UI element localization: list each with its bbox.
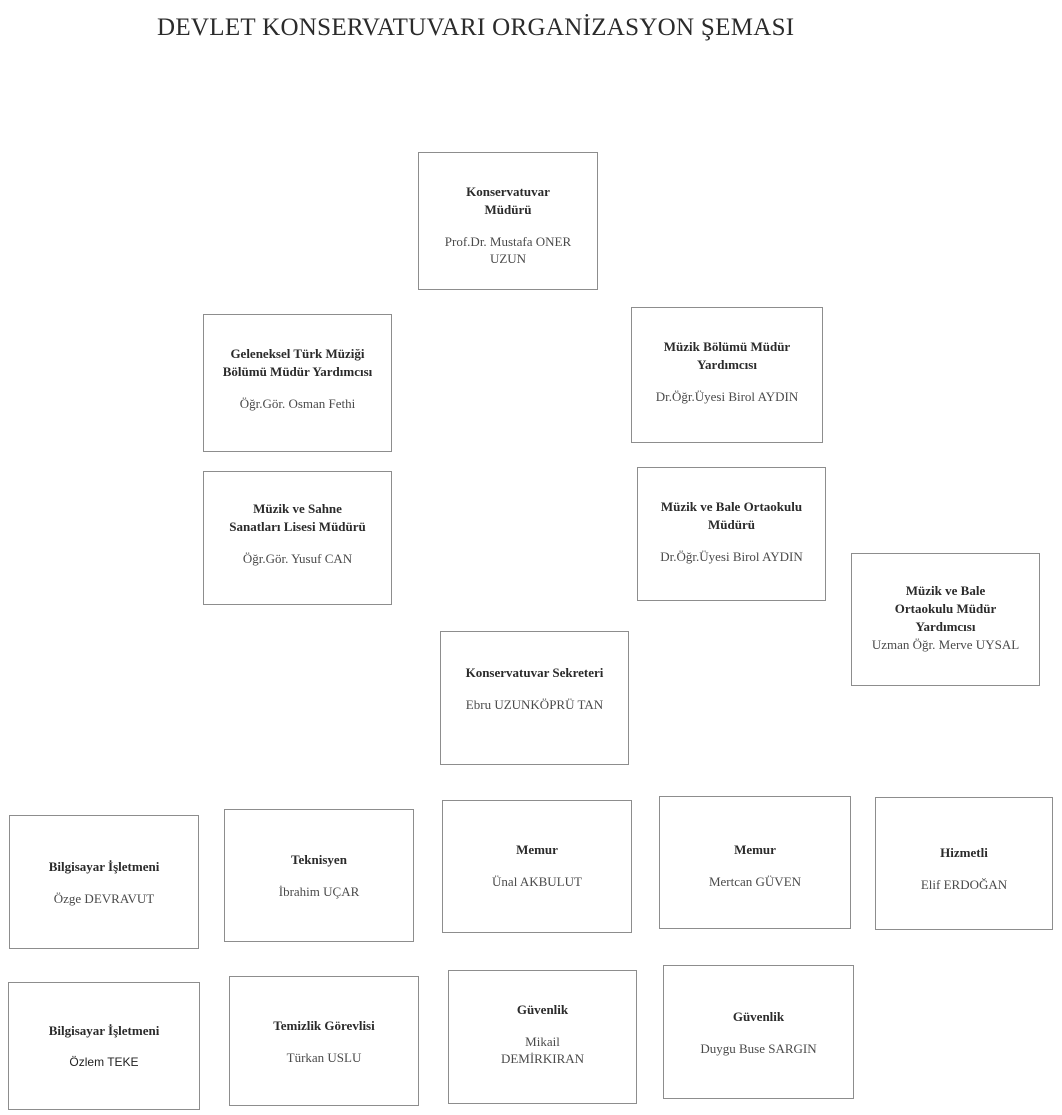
role-label: Müzik ve Sahne Sanatları Lisesi Müdürü bbox=[229, 501, 366, 534]
box-middle-school-director bbox=[637, 467, 826, 601]
role-label: Geleneksel Türk Müziği Bölümü Müdür Yardımcısı bbox=[222, 346, 373, 379]
role-label: Güvenlik bbox=[732, 1009, 785, 1024]
role-label: Temizlik Görevlisi bbox=[273, 1017, 375, 1033]
box-high-school-director bbox=[203, 471, 392, 605]
role-label: Güvenlik bbox=[516, 1002, 569, 1017]
name-label: Elif ERDOĞAN bbox=[920, 877, 1008, 892]
box-officer-1 bbox=[442, 800, 632, 933]
name-label: Dr.Öğr.Üyesi Birol AYDIN bbox=[655, 389, 799, 404]
box-security-1 bbox=[448, 970, 637, 1104]
box-traditional-music-vice-director bbox=[203, 314, 392, 452]
name-label: İbrahim UÇAR bbox=[278, 884, 360, 899]
box-music-vice-director bbox=[631, 307, 823, 443]
role-label: Teknisyen bbox=[291, 852, 347, 867]
name-label: Uzman Öğr. Merve UYSAL bbox=[871, 637, 1020, 652]
box-conservatory-director bbox=[418, 152, 598, 290]
role-label: Memur bbox=[734, 842, 776, 857]
name-label: Mertcan GÜVEN bbox=[708, 874, 802, 889]
name-label: Ünal AKBULUT bbox=[492, 874, 582, 889]
box-security-2 bbox=[663, 965, 854, 1099]
box-computer-operator-1 bbox=[9, 815, 199, 949]
name-label: Öğr.Gör. Osman Fethi bbox=[239, 396, 356, 411]
role-label: Memur bbox=[516, 842, 558, 857]
chart-title: DEVLET KONSERVATUVARI ORGANİZASYON ŞEMASI bbox=[157, 14, 795, 41]
box-janitor bbox=[875, 797, 1053, 930]
role-label: Müzik ve Bale Ortaokulu Müdür Yardımcısı bbox=[894, 583, 997, 634]
role-label: Bilgisayar İşletmeni bbox=[48, 858, 160, 874]
box-technician bbox=[224, 809, 414, 942]
box-conservatory-secretary bbox=[440, 631, 629, 765]
role-label: Bilgisayar İşletmeni bbox=[48, 1022, 160, 1038]
name-label: Prof.Dr. Mustafa ONER UZUN bbox=[444, 234, 572, 266]
role-label: Müzik Bölümü Müdür Yardımcısı bbox=[663, 339, 791, 372]
box-middle-school-vice-director bbox=[851, 553, 1040, 686]
box-officer-2 bbox=[659, 796, 851, 929]
name-label: Öğr.Gör. Yusuf CAN bbox=[242, 551, 353, 566]
name-label: Ebru UZUNKÖPRÜ TAN bbox=[465, 697, 604, 712]
role-label: Konservatuvar Sekreteri bbox=[465, 665, 604, 680]
box-cleaning-staff bbox=[229, 976, 419, 1106]
role-label: Konservatuvar Müdürü bbox=[466, 184, 550, 217]
name-label: Duygu Buse SARGIN bbox=[700, 1041, 817, 1056]
name-label: Dr.Öğr.Üyesi Birol AYDIN bbox=[660, 549, 803, 564]
name-label: Mikail DEMİRKIRAN bbox=[500, 1034, 585, 1066]
role-label: Hizmetli bbox=[940, 845, 988, 860]
name-label: Türkan USLU bbox=[286, 1049, 362, 1065]
name-label: Özlem TEKE bbox=[69, 1054, 139, 1069]
name-label: Özge DEVRAVUT bbox=[53, 890, 155, 906]
role-label: Müzik ve Bale Ortaokulu Müdürü bbox=[660, 499, 803, 532]
box-computer-operator-2 bbox=[8, 982, 200, 1110]
